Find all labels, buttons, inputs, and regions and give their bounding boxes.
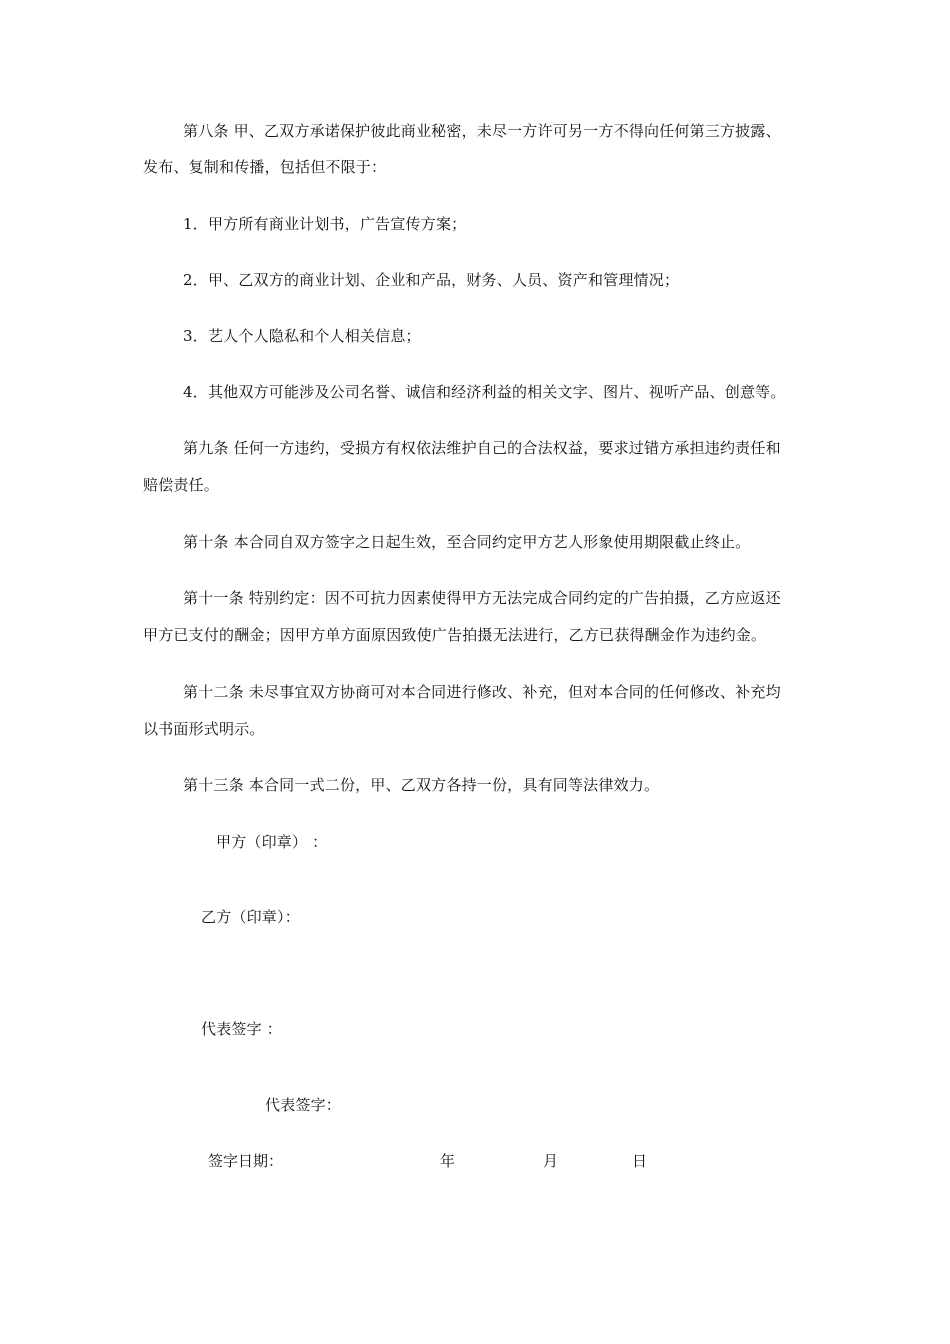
- list-item-2: 2．甲、乙双方的商业计划、企业和产品，财务、人员、资产和管理情况；: [183, 271, 680, 289]
- signature-date-label: 签字日期：: [208, 1152, 284, 1170]
- list-item-1: 1．甲方所有商业计划书，广告宣传方案；: [183, 215, 467, 233]
- party-b-seal-label: 乙方（印章）：: [201, 908, 300, 926]
- representative-signature-label-1: 代表签字 ：: [201, 1020, 282, 1038]
- date-year-label: 年: [440, 1152, 456, 1170]
- party-a-seal-label: 甲方（印章） ：: [216, 833, 328, 851]
- article-8-line-2: 发布、复制和传播，包括但不限于：: [143, 158, 387, 176]
- list-item-4: 4．其他双方可能涉及公司名誉、诚信和经济利益的相关文字、图片、视听产品、创意等。: [183, 383, 786, 401]
- date-month-label: 月: [543, 1152, 559, 1170]
- article-12-line-1: 第十二条 未尽事宜双方协商可对本合同进行修改、补充，但对本合同的任何修改、补充均: [183, 683, 781, 701]
- list-item-3: 3．艺人个人隐私和个人相关信息；: [183, 327, 421, 345]
- article-11-line-1: 第十一条 特别约定：因不可抗力因素使得甲方无法完成合同约定的广告拍摄，乙方应返还: [183, 589, 781, 607]
- article-9-line-2: 赔偿责任。: [143, 476, 220, 494]
- article-10-line-1: 第十条 本合同自双方签字之日起生效，至合同约定甲方艺人形象使用期限截止终止。: [183, 533, 751, 551]
- article-11-line-2: 甲方已支付的酬金；因甲方单方面原因致使广告拍摄无法进行，乙方已获得酬金作为违约金。: [143, 626, 767, 644]
- date-day-label: 日: [632, 1152, 648, 1170]
- article-8-line-1: 第八条 甲、乙双方承诺保护彼此商业秘密，未尽一方许可另一方不得向任何第三方披露、: [183, 122, 781, 140]
- article-12-line-2: 以书面形式明示。: [143, 720, 265, 738]
- article-13-line-1: 第十三条 本合同一式二份，甲、乙双方各持一份，具有同等法律效力。: [183, 776, 660, 794]
- representative-signature-label-2: 代表签字：: [265, 1096, 342, 1114]
- article-9-line-1: 第九条 任何一方违约，受损方有权依法维护自己的合法权益，要求过错方承担违约责任和: [183, 439, 781, 457]
